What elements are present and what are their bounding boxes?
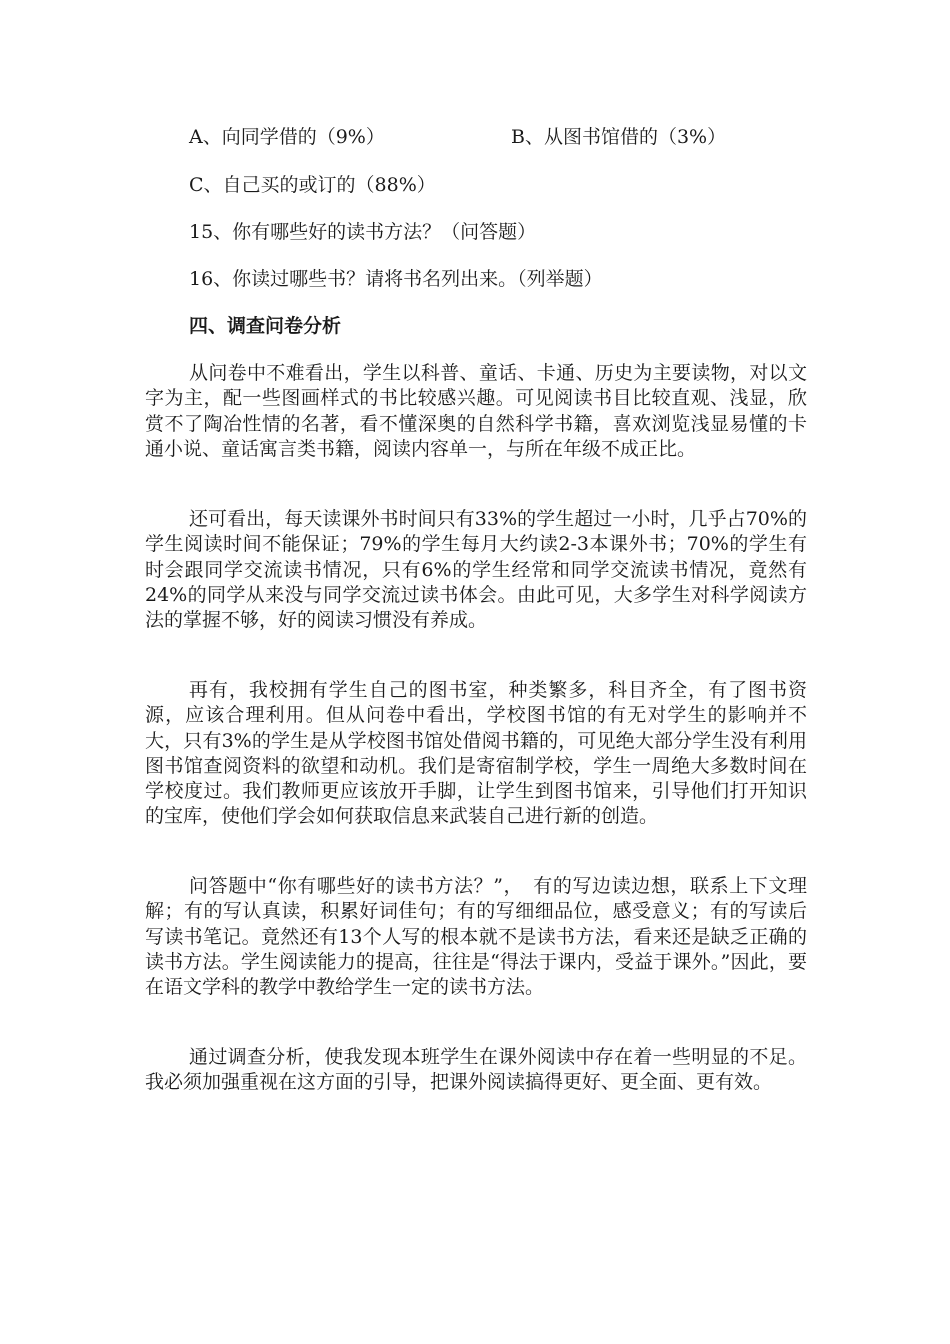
section-heading: 四、调查问卷分析 <box>189 315 342 337</box>
paragraph-2: 还可看出，每天读课外书时间只有33%的学生超过一小时，几乎占70%的学生阅读时间不能保证；79%的学生每月大约读2-3本课外书；70%的学生有时会跟同学交流读书情况，只有6%的学生经常和同学交流读书情况，竟然有24%的同学从来没与同学交流过读书体会。由此可见，大多学生对科学阅读方法的掌握不够，好的阅读习惯没有养成。 <box>145 508 807 632</box>
option-a: A、向同学借的（9%） <box>189 126 385 148</box>
paragraph-5: 通过调查分析，使我发现本班学生在课外阅读中存在着一些明显的不足。我必须加强重视在这方面的引导，把课外阅读搞得更好、更全面、更有效。 <box>145 1046 807 1094</box>
option-row-ab <box>189 125 727 149</box>
option-b: B、从图书馆借的（3%） <box>511 126 727 148</box>
paragraph-3: 再有，我校拥有学生自己的图书室，种类繁多，科目齐全，有了图书资源，应该合理利用。但从问卷中看出，学校图书馆的有无对学生的影响并不大，只有3%的学生是从学校图书馆处借阅书籍的，可见绝大部分学生没有利用图书馆查阅资料的欲望和动机。我们是寄宿制学校，学生一周绝大多数时间在学校度过。我们教师更应该放开手脚，让学生到图书馆来，引导他们打开知识的宝库，使他们学会如何获取信息来武装自己进行新的创造。 <box>145 679 807 828</box>
paragraph-4: 问答题中“你有哪些好的读书方法？”， 有的写边读边想，联系上下文理解；有的写认真读，积累好词佳句；有的写细细品位，感受意义；有的写读后写读书笔记。竟然还有13个人写的根本就不是读书方法，看来还是缺乏正确的读书方法。学生阅读能力的提高，往往是“得法于课内，受益于课外。”因此，要在语文学科的教学中教给学生一定的读书方法。 <box>145 875 807 999</box>
paragraph-1: 从问卷中不难看出，学生以科普、童话、卡通、历史为主要读物，对以文字为主，配一些图画样式的书比较感兴趣。可见阅读书目比较直观、浅显，欣赏不了陶冶性情的名著，看不懂深奥的自然科学书籍，喜欢浏览浅显易懂的卡通小说、童话寓言类书籍，阅读内容单一，与所在年级不成正比。 <box>145 362 807 460</box>
option-c: C、自己买的或订的（88%） <box>189 174 436 196</box>
question-16: 16、你读过哪些书？请将书名列出来。（列举题） <box>189 268 603 290</box>
question-15: 15、你有哪些好的读书方法？（问答题） <box>189 221 537 243</box>
